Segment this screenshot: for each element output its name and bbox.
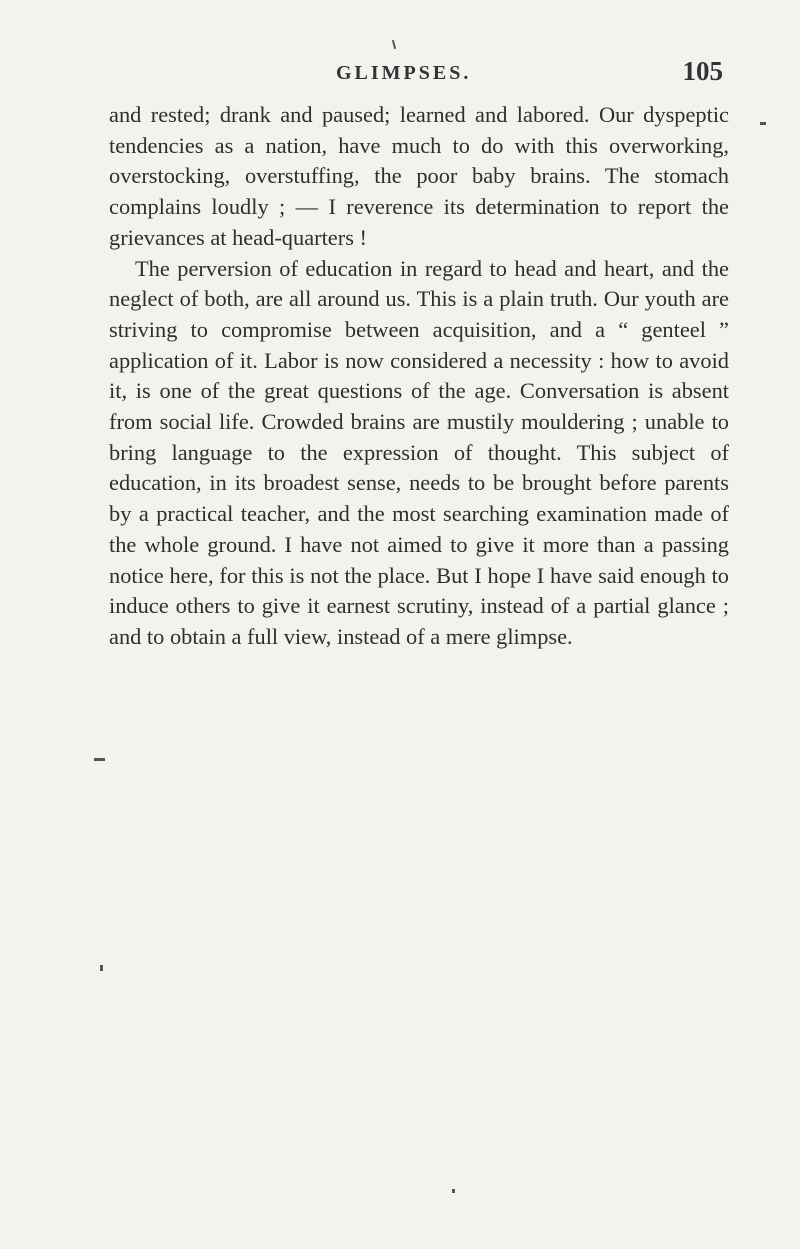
ink-mark bbox=[94, 758, 105, 761]
running-title: GLIMPSES. bbox=[336, 62, 472, 84]
ink-mark bbox=[760, 122, 766, 125]
ink-mark bbox=[452, 1189, 455, 1193]
body-text bbox=[109, 100, 729, 653]
ink-mark bbox=[392, 40, 396, 49]
page-header bbox=[108, 56, 723, 96]
ink-mark bbox=[100, 965, 103, 971]
paragraph: The perversion of education in regard to head and heart, and the neglect of both, are all around us. This is a plain truth. Our youth are striving to compromise between acquisition, and a “ genteel ” application of it. Labor is now considered a necessity : how to avoid it, is one of the great questions of the age. Conversation is absent from social life. Crowded brains are mustily mouldering ; unable to bring language to the expression of thought. This subject of education, in its broadest sense, needs to be brought before parents by a practical teacher, and the most searching examination made of the whole ground. I have not aimed to give it more than a passing notice here, for this is not the place. But I hope I have said enough to induce others to give it earnest scrutiny, instead of a partial glance ; and to obtain a full view, instead of a mere glimpse. bbox=[109, 255, 729, 649]
paragraph-continued: and rested; drank and paused; learned and labored. Our dyspeptic tendencies as a nation, have much to do with this overworking, overstocking, overstuffing, the poor baby brains. The stomach complains loudly ; — I reverence its determination to report the grievances at head-quarters ! bbox=[109, 102, 729, 250]
page-number: 105 bbox=[682, 56, 723, 86]
